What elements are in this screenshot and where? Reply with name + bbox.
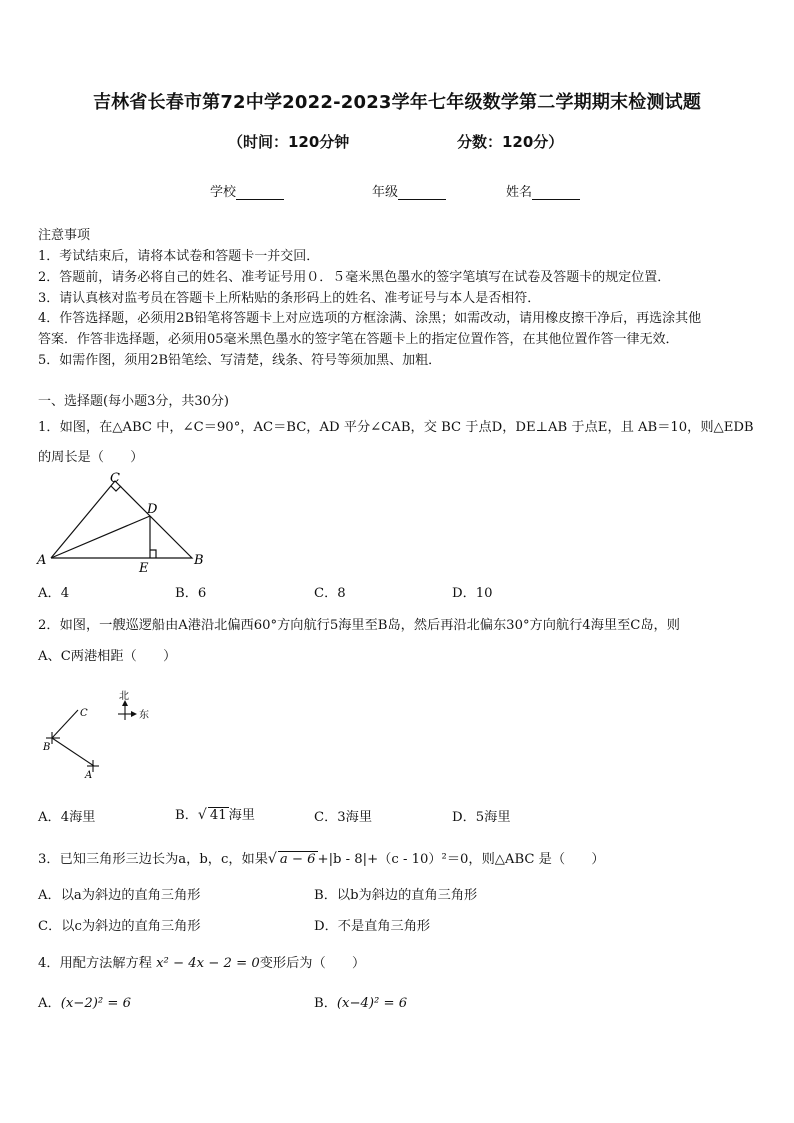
page-title: 吉林省长春市第72中学2022-2023学年七年级数学第二学期期末检测试题 xyxy=(92,92,702,113)
grade-label: 年级 xyxy=(372,185,399,200)
q4-option-b-label: B． xyxy=(314,996,337,1011)
q2-option-d[interactable]: D．5海里 xyxy=(452,810,511,825)
q2-option-a[interactable]: A．4海里 xyxy=(38,810,96,825)
question-4-text xyxy=(38,952,365,971)
notice-item: 3．请认真核对监考员在答题卡上所粘贴的条形码上的姓名、准考证号与本人是否相符． xyxy=(38,291,541,306)
triangle-abc xyxy=(51,481,192,558)
label-a: A xyxy=(37,553,47,568)
label-d: D xyxy=(147,502,158,517)
q1-option-d[interactable]: D．10 xyxy=(452,586,493,601)
notice-item: 答案．作答非选择题，必须用05毫米黑色墨水的签字笔在答题卡上的指定位置作答，在其他位置作答一律无效． xyxy=(38,332,679,347)
grade-blank xyxy=(398,185,446,200)
question-1-text: 1．如图，在△ABC 中，∠C＝90°，AC＝BC，AD 平分∠CAB，交 BC 于点D，DE⊥AB 于点E，且 AB＝10，则△EDB xyxy=(38,420,754,435)
name-blank xyxy=(532,185,580,200)
q4-equation: x² − 4x − 2 = 0 xyxy=(156,956,260,971)
label-b: B xyxy=(194,553,204,568)
navigation-figure xyxy=(38,686,168,782)
notice-item: 1．考试结束后，请将本试卷和答题卡一并交回． xyxy=(38,249,320,264)
q4-option-a-label: A． xyxy=(38,996,61,1011)
sqrt-sign: √ xyxy=(197,807,207,823)
exam-time: （时间：120分钟 xyxy=(228,133,350,151)
name-field xyxy=(506,181,580,200)
q1-option-a[interactable]: A．4 xyxy=(38,586,70,601)
question-1-text-2: 的周长是（ ） xyxy=(38,450,144,465)
sqrt-sign: √ xyxy=(267,851,277,867)
q2-option-b-label: B． xyxy=(175,808,198,823)
q3-option-d[interactable]: D．不是直角三角形 xyxy=(314,919,431,934)
notice-item: 2．答题前，请务必将自己的姓名、准考证号用０．５毫米黑色墨水的签字笔填写在试卷及答题卡的规定位置． xyxy=(38,270,671,285)
question-2-text-2: A、C两港相距（ ） xyxy=(38,649,177,664)
q2-option-b-unit: 海里 xyxy=(228,808,255,823)
right-angle-c xyxy=(111,486,121,491)
question-3-text xyxy=(38,848,605,867)
q2-option-b-radicand: 41 xyxy=(209,808,227,823)
q2-option-b[interactable] xyxy=(175,804,255,823)
label-e: E xyxy=(139,561,149,574)
compass-north-label: 北 xyxy=(119,691,129,702)
q3-suffix: +|b - 8|+（c - 10）²＝0，则△ABC 是（ ） xyxy=(317,852,605,867)
segment-ba xyxy=(52,738,94,766)
question-2-text: 2．如图，一艘巡逻船由A港沿北偏西60°方向航行5海里至B岛，然后再沿北偏东30°方向航行4海里至C岛，则 xyxy=(38,618,680,633)
q4-option-a[interactable] xyxy=(38,992,131,1011)
label-c: C xyxy=(110,471,120,486)
grade-field xyxy=(372,181,446,200)
label-c: C xyxy=(80,708,88,719)
exam-score: 分数：120分） xyxy=(457,133,564,151)
triangle-figure xyxy=(36,470,216,574)
notice-heading: 注意事项 xyxy=(38,228,91,243)
right-angle-e xyxy=(150,550,156,558)
q4-option-b[interactable] xyxy=(314,992,407,1011)
label-a: A xyxy=(85,770,93,781)
segment-bc xyxy=(52,710,78,738)
q1-option-b[interactable]: B．6 xyxy=(175,586,207,601)
q4-suffix: 变形后为（ ） xyxy=(259,956,366,971)
compass-east-arrow xyxy=(131,711,137,717)
school-label: 学校 xyxy=(210,185,237,200)
q3-prefix: 3．已知三角形三边长为a，b，c，如果 xyxy=(38,852,268,867)
label-b: B xyxy=(43,742,51,753)
q3-option-a[interactable]: A．以a为斜边的直角三角形 xyxy=(38,888,201,903)
segment-ad xyxy=(51,516,150,558)
compass-east-label: 东 xyxy=(139,710,149,721)
q1-option-c[interactable]: C．8 xyxy=(314,586,346,601)
q4-prefix: 4．用配方法解方程 xyxy=(38,956,152,971)
q4-option-a-expr: (x−2)² = 6 xyxy=(60,996,131,1011)
q2-option-c[interactable]: C．3海里 xyxy=(314,810,373,825)
section-heading: 一、选择题(每小题3分，共30分) xyxy=(38,394,229,409)
q3-radicand: a − 6 xyxy=(279,852,316,867)
notice-item: 4．作答选择题，必须用2B铅笔将答题卡上对应选项的方框涂满、涂黑；如需改动，请用橡皮擦干净后，再选涂其他 xyxy=(38,311,702,326)
q3-option-b[interactable]: B．以b为斜边的直角三角形 xyxy=(314,888,478,903)
school-blank xyxy=(236,185,284,200)
school-field xyxy=(210,181,284,200)
name-label: 姓名 xyxy=(506,185,533,200)
notice-item: 5．如需作图，须用2B铅笔绘、写清楚，线条、符号等须加黑、加粗． xyxy=(38,353,442,368)
q3-option-c[interactable]: C．以c为斜边的直角三角形 xyxy=(38,919,201,934)
q4-option-b-expr: (x−4)² = 6 xyxy=(336,996,408,1011)
